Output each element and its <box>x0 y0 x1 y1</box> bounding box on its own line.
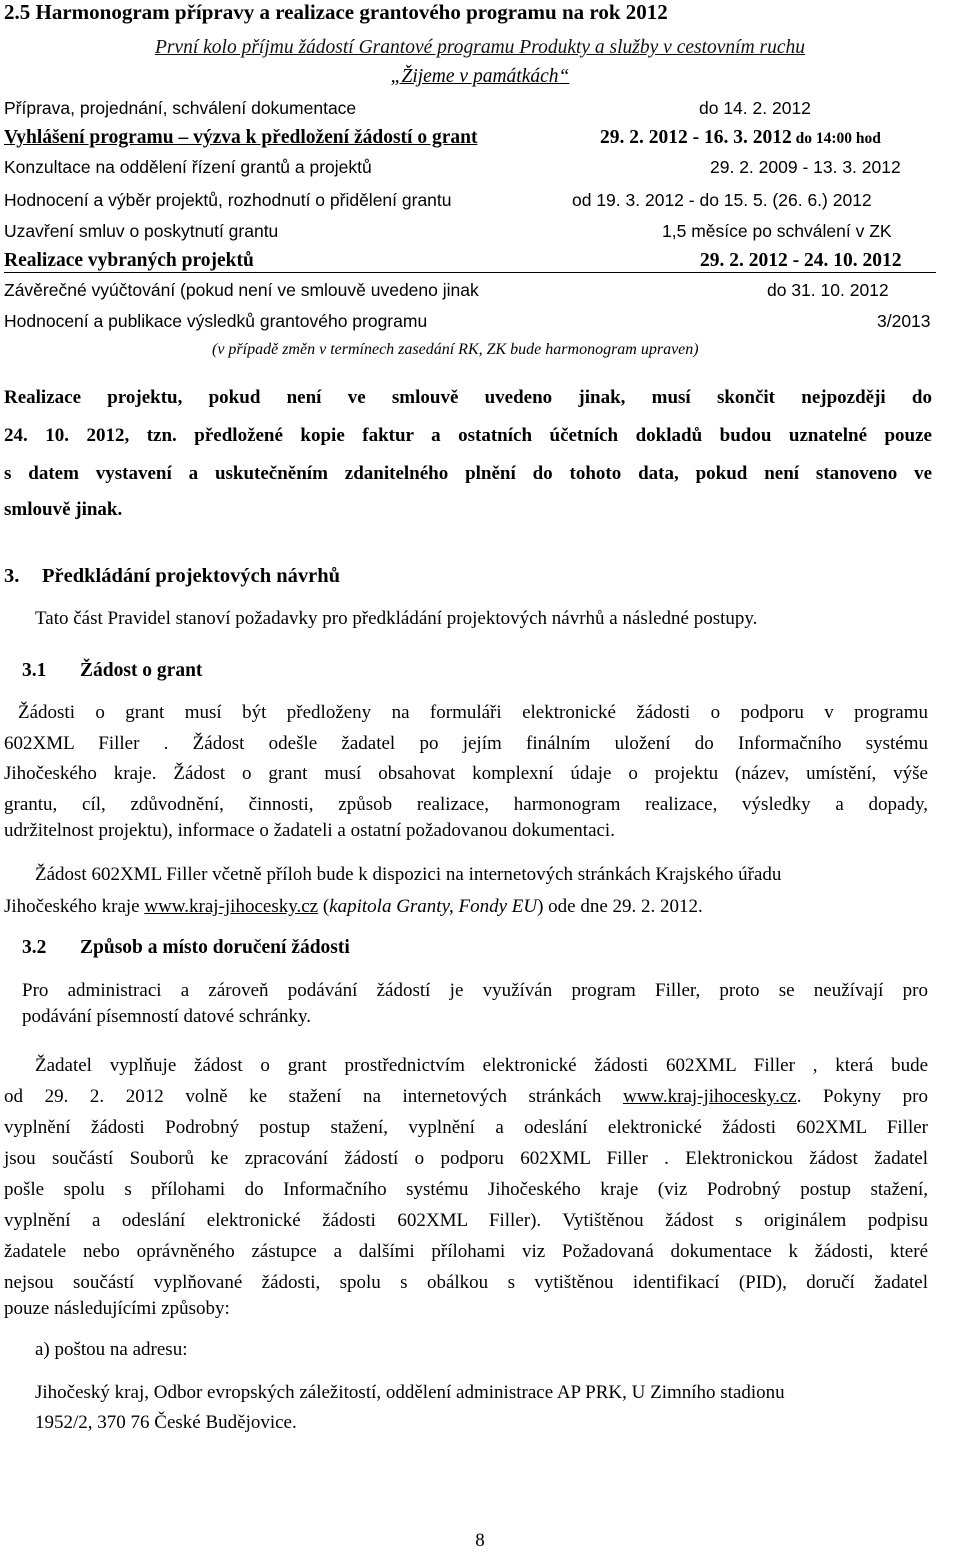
paragraph-line: grantu, cíl, zdůvodnění, činnosti, způsob realizace, harmonogram realizace, výsledky a dopady, <box>4 793 928 815</box>
schedule-row <box>4 98 936 124</box>
paragraph-line: pošle spolu s přílohami do Informačního systému Jihočeského kraje (viz Podrobný postup stažení, <box>4 1179 928 1200</box>
paragraph-line: Jihočeského kraje. Žádost o grant musí obsahovat komplexní údaje o projektu (název, umístění, výše <box>4 763 928 784</box>
paragraph-line: Žádosti o grant musí být předloženy na formuláři elektronické žádosti o podporu v programu <box>18 702 928 723</box>
paragraph-line: podávání písemností datové schránky. <box>22 1006 311 1027</box>
delivery-option-a: a) poštou na adresu: <box>35 1339 188 1360</box>
note-line: smlouvě jinak. <box>4 499 123 520</box>
section-3-number: 3. <box>4 565 20 587</box>
paragraph-line: žadatele nebo oprávněného zástupce a dalšími přílohami viz Požadovaná dokumentace k žádosti, které <box>4 1241 928 1262</box>
text: . Pokyny pro <box>796 1086 928 1107</box>
schedule-value-suffix: do 14:00 hod <box>791 130 881 147</box>
schedule-label: Konzultace na oddělení řízení grantů a projektů <box>4 157 372 177</box>
page-number: 8 <box>475 1530 485 1551</box>
section-32-number: 3.2 <box>22 937 47 958</box>
italic-text: kapitola Granty, Fondy EU <box>329 896 538 917</box>
paragraph-line <box>4 896 703 918</box>
schedule-label: Příprava, projednání, schválení dokumentace <box>4 98 357 118</box>
note-line: s datem vystavení a uskutečněním zdanitelného plnění do tohoto data, pokud není stanoveno ve <box>4 463 932 484</box>
schedule-row <box>4 311 936 337</box>
schedule-value: od 19. 3. 2012 - do 15. 5. (26. 6.) 2012 <box>572 190 872 210</box>
paragraph-line: vyplnění a odeslání elektronické žádosti 602XML Filler). Vytištěnou žádost s originálem podpisu <box>4 1210 928 1231</box>
schedule-row <box>4 127 936 153</box>
schedule-label: Realizace vybraných projektů <box>4 250 254 271</box>
text: ( <box>318 896 330 917</box>
schedule-row <box>4 221 936 247</box>
kraj-link[interactable]: www.kraj-jihocesky.cz <box>622 1086 797 1107</box>
realization-note <box>4 379 932 493</box>
section-3-title: Předkládání projektových návrhů <box>42 565 341 587</box>
schedule-value: 29. 2. 2009 - 13. 3. 2012 <box>710 157 901 177</box>
schedule-value: do 14. 2. 2012 <box>699 98 811 118</box>
schedule-label: Závěrečné vyúčtování (pokud není ve smlouvě uvedeno jinak <box>4 280 479 300</box>
section-32-paragraph-1 <box>22 976 928 1006</box>
section-31-title: Žádost o grant <box>80 660 203 681</box>
section-title: 2.5 Harmonogram přípravy a realizace grantového programu na rok 2012 <box>4 0 668 24</box>
section-31-number: 3.1 <box>22 660 47 681</box>
schedule-row <box>4 157 936 183</box>
schedule-label: Hodnocení a výběr projektů, rozhodnutí o přidělení grantu <box>4 190 452 210</box>
subtitle-line-2: „Žijeme v památkách“ <box>390 66 570 87</box>
paragraph-line: vyplnění žádosti Podrobný postup stažení, vyplnění a odeslání elektronické žádosti 602XML Filler <box>4 1117 928 1138</box>
schedule-value: 1,5 měsíce po schválení v ZK <box>662 221 892 241</box>
paragraph-line: jsou součástí Souborů ke zpracování žádostí o podporu 602XML Filler . Elektronickou žádost žadatel <box>4 1148 928 1169</box>
paragraph-line: Pro administraci a zároveň podávání žádostí je využíván program Filler, proto se neužívají pro <box>22 980 928 1001</box>
section-31-paragraph <box>4 698 928 820</box>
schedule-value: 3/2013 <box>877 311 931 331</box>
paragraph-line: 602XML Filler . Žádost odešle žadatel po jejím finálním uložení do Informačního systému <box>4 732 928 754</box>
kraj-link[interactable]: www.kraj-jihocesky.cz <box>144 896 319 917</box>
schedule-row <box>4 250 936 276</box>
section-32-paragraph-2 <box>4 1050 928 1298</box>
paragraph-line: nejsou součástí vyplňované žádosti, spolu s obálkou s vytištěnou identifikací (PID), doručí žadatel <box>4 1272 928 1293</box>
schedule-value: 29. 2. 2012 - 16. 3. 2012 <box>600 127 792 148</box>
paragraph-line <box>4 1081 928 1112</box>
address-line: 1952/2, 370 76 České Budějovice. <box>35 1412 297 1433</box>
paragraph-line: pouze následujícími způsoby: <box>4 1298 230 1319</box>
note-line: 24. 10. 2012, tzn. předložené kopie faktur a ostatních účetních dokladů budou uznatelné pouze <box>4 425 932 446</box>
schedule-value: do 31. 10. 2012 <box>767 280 889 300</box>
row-underline <box>4 272 936 273</box>
paragraph-line: Žadatel vyplňuje žádost o grant prostřednictvím elektronické žádosti 602XML Filler , která bude <box>35 1055 928 1076</box>
note-line: Realizace projektu, pokud není ve smlouvě uvedeno jinak, musí skončit nejpozději do <box>4 387 932 408</box>
schedule-row <box>4 280 936 306</box>
paragraph-line: Žádost 602XML Filler včetně příloh bude k dispozici na internetových stránkách Krajského úřadu <box>35 864 782 885</box>
schedule-label: Hodnocení a publikace výsledků grantového programu <box>4 311 428 331</box>
schedule-label: Uzavření smluv o poskytnutí grantu <box>4 221 279 241</box>
schedule-row <box>4 190 936 216</box>
text: od 29. 2. 2012 volně ke stažení na internetových stránkách <box>4 1086 623 1107</box>
subtitle-line-1: První kolo příjmu žádostí Grantové programu Produkty a služby v cestovním ruchu <box>154 37 806 58</box>
schedule-label: Vyhlášení programu – výzva k předložení žádostí o grant <box>4 127 478 148</box>
text: Jihočeského kraje <box>4 896 145 917</box>
schedule-value: 29. 2. 2012 - 24. 10. 2012 <box>700 250 902 271</box>
address-line: Jihočeský kraj, Odbor evropských záležitostí, oddělení administrace AP PRK, U Zimního stadionu <box>35 1382 785 1403</box>
text: ) ode dne 29. 2. 2012. <box>537 896 703 917</box>
schedule-note: (v případě změn v termínech zasedání RK, ZK bude harmonogram upraven) <box>212 341 699 358</box>
section-32-title: Způsob a místo doručení žádosti <box>80 937 350 958</box>
section-3-intro: Tato část Pravidel stanoví požadavky pro předkládání projektových návrhů a následné postupy. <box>35 608 758 629</box>
paragraph-line: udržitelnost projektu), informace o žadateli a ostatní požadovanou dokumentaci. <box>4 820 615 841</box>
